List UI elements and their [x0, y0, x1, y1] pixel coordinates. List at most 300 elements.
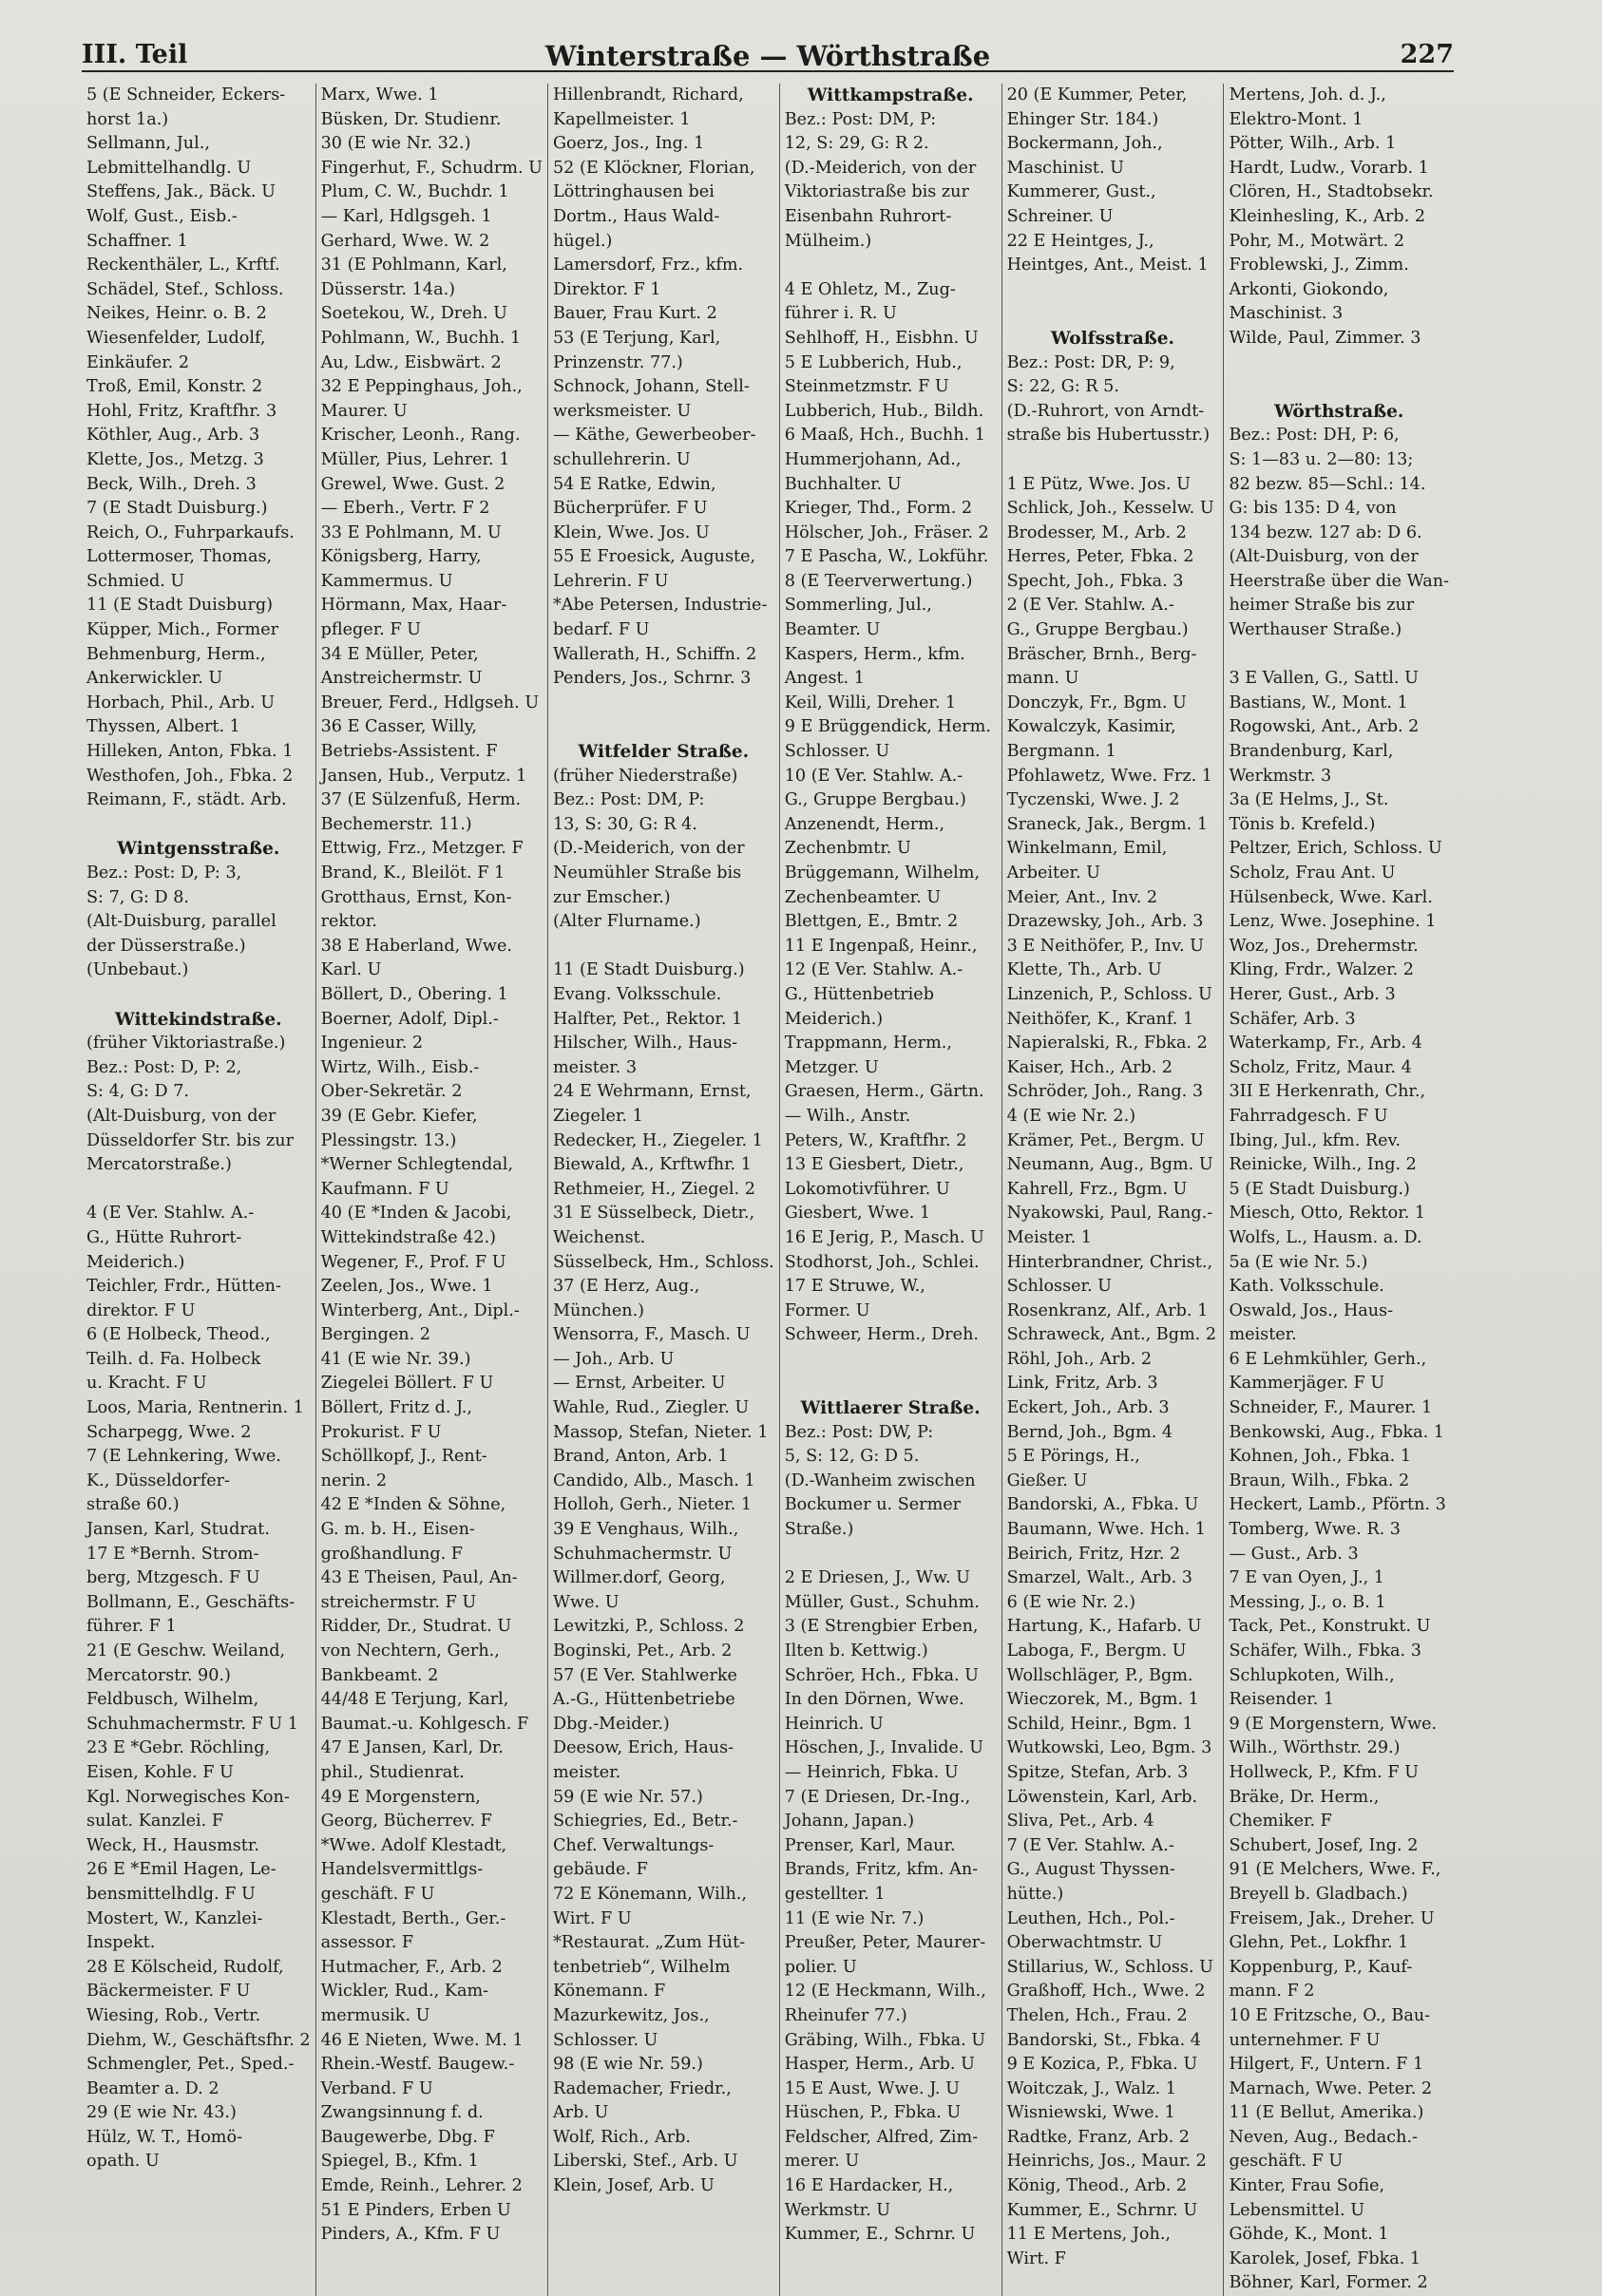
directory-line: Sommerling, Jul., [784, 596, 932, 616]
directory-line: (früher Niederstraße) [552, 766, 738, 786]
directory-line: Breuer, Ferd., Hdlgseh. U [320, 693, 540, 712]
directory-line: Einkäufer. 2 [86, 352, 190, 372]
directory-line: G., August Thyssen- [1006, 1860, 1175, 1880]
directory-line: Brands, Fritz, kfm. An- [784, 1860, 979, 1880]
directory-line: hügel.) [552, 231, 613, 251]
directory-line: Bastians, W., Mont. 1 [1229, 693, 1408, 712]
directory-line: Hilgert, F., Untern. F 1 [1229, 2055, 1424, 2075]
directory-line: nerin. 2 [320, 1471, 388, 1490]
directory-line: Winkelmann, Emil, [1006, 839, 1168, 859]
directory-line: Direktor. F 1 [552, 279, 661, 299]
directory-line: Böllert, D., Obering. 1 [320, 984, 508, 1004]
directory-line: 9 (E Morgenstern, Wwe. [1229, 1714, 1438, 1734]
directory-line: Klein, Wwe. Jos. U [552, 522, 710, 542]
directory-line: 31 E Süsselbeck, Dietr., [552, 1204, 755, 1224]
spacer [86, 983, 311, 1008]
directory-line: Graesen, Herm., Gärtn. [784, 1082, 984, 1102]
directory-line: Freisem, Jak., Dreher. U [1229, 1908, 1435, 1928]
directory-line: Hollweck, P., Kfm. F U [1229, 1762, 1419, 1782]
directory-line: 20 (E Kummer, Peter, [1006, 85, 1188, 104]
directory-line: (Alter Flurname.) [552, 912, 701, 932]
directory-line: Ober-Sekretär. 2 [320, 1082, 463, 1102]
directory-line: 26 E *Emil Hagen, Le- [86, 1860, 277, 1880]
directory-line: 3 (E Strengbier Erben, [784, 1617, 979, 1637]
directory-line: Wollschläger, P., Bgm. [1006, 1665, 1193, 1685]
directory-line: Wolf, Rich., Arb. [552, 2127, 691, 2147]
directory-line: S: 1—83 u. 2—80: 13; [1229, 449, 1414, 469]
directory-line: Schneider, F., Maurer. 1 [1229, 1398, 1433, 1418]
directory-line: — Joh., Arb. U [552, 1349, 675, 1369]
directory-line: 98 (E wie Nr. 59.) [552, 2055, 703, 2075]
directory-line: — Gust., Arb. 3 [1229, 1544, 1359, 1564]
directory-line: Göhde, K., Mont. 1 [1229, 2225, 1389, 2245]
directory-line: Dortm., Haus Wald- [552, 206, 720, 226]
directory-line: 17 E Struwe, W., [784, 1277, 925, 1297]
directory-line: berg, Mtzgesch. F U [86, 1568, 260, 1588]
directory-line: — Eberh., Vertr. F 2 [320, 499, 490, 519]
directory-line: Bergingen. 2 [320, 1325, 430, 1345]
directory-line: geschäft. F U [1229, 2152, 1344, 2172]
directory-line: Werkmstr. 3 [1229, 766, 1332, 786]
directory-line: Bräke, Dr. Herm., [1229, 1787, 1380, 1807]
directory-line: Schuhmachermstr. U [552, 1544, 733, 1564]
directory-line: 11 (E wie Nr. 7.) [784, 1908, 925, 1928]
directory-line: Lamersdorf, Frz., kfm. [552, 256, 744, 275]
directory-line: Donczyk, Fr., Bgm. U [1006, 693, 1187, 712]
directory-line: 9 E Kozica, P., Fbka. U [1006, 2055, 1198, 2075]
directory-line: Schubert, Josef, Ing. 2 [1229, 1835, 1419, 1855]
directory-line: Schraweck, Ant., Bgm. 2 [1006, 1325, 1217, 1345]
directory-line: Röhl, Joh., Arb. 2 [1006, 1349, 1153, 1369]
directory-line: Pohlmann, W., Buchh. 1 [320, 328, 522, 348]
directory-line: Woz, Jos., Drehermstr. [1229, 936, 1419, 956]
directory-line: Kummerer, Gust., [1006, 182, 1156, 202]
directory-line: Wiesing, Rob., Vertr. [86, 2005, 261, 2025]
directory-line: 43 E Theisen, Paul, An- [320, 1568, 518, 1588]
directory-line: — Käthe, Gewerbeober- [552, 426, 756, 446]
directory-line: *Restaurat. „Zum Hüt- [552, 1933, 746, 1953]
directory-line: Kaufmann. F U [320, 1179, 449, 1199]
directory-line: 7 (E Driesen, Dr.-Ing., [784, 1787, 971, 1807]
directory-line: Bräscher, Brnh., Berg- [1006, 644, 1197, 664]
directory-line: Küpper, Mich., Former [86, 620, 279, 640]
directory-line: Benkowski, Aug., Fbka. 1 [1229, 1422, 1444, 1442]
directory-line: Bez.: Post: D, P: 2, [86, 1057, 242, 1077]
directory-line: Maurer. U [320, 401, 408, 421]
directory-line: Fahrradgesch. F U [1229, 1106, 1388, 1126]
directory-line: Scholz, Fritz, Maur. 4 [1229, 1057, 1412, 1077]
directory-line: S: 4, G: D 7. [86, 1082, 190, 1102]
street-heading: Witfelder Straße. [578, 742, 750, 763]
directory-line: Klestadt, Berth., Ger.- [320, 1908, 506, 1928]
directory-line: Wieczorek, M., Bgm. 1 [1006, 1690, 1199, 1710]
directory-line: Stillarius, W., Schloss. U [1006, 1957, 1213, 1977]
directory-line: 10 (E Ver. Stahlw. A.- [784, 766, 963, 786]
directory-line: Jansen, Hub., Verputz. 1 [320, 766, 527, 786]
directory-line: Meiderich.) [784, 1009, 884, 1029]
directory-line: (Alt-Duisburg, von der [1229, 547, 1419, 567]
directory-line: Wirt. F [1006, 2249, 1066, 2268]
directory-line: Anstreichermstr. U [320, 669, 483, 689]
directory-line: schullehrerin. U [552, 449, 691, 469]
directory-line: Schiegries, Ed., Betr.- [552, 1812, 738, 1831]
directory-line: 44/48 E Terjung, Karl, [320, 1690, 509, 1710]
directory-line: Kowalczyk, Kasimir, [1006, 717, 1176, 737]
directory-line: Scholz, Frau Ant. U [1229, 863, 1396, 882]
directory-line: Ziegelei Böllert. F U [320, 1374, 494, 1394]
directory-line: 51 E Pinders, Erben U [320, 2200, 511, 2220]
directory-line: Oberwachtmstr. U [1006, 1933, 1163, 1953]
directory-line: G: bis 135: D 4, von [1229, 499, 1397, 519]
directory-line: Deesow, Erich, Haus- [552, 1738, 734, 1758]
directory-line: Spiegel, B., Kfm. 1 [320, 2152, 479, 2172]
directory-line: Sraneck, Jak., Bergm. 1 [1006, 814, 1209, 834]
directory-line: 2 E Driesen, J., Ww. U [784, 1568, 970, 1588]
directory-line: Krämer, Pet., Bergm. U [1006, 1130, 1205, 1150]
directory-line: Westhofen, Joh., Fbka. 2 [86, 766, 294, 786]
directory-line: Bez.: Post: DM, P: [552, 790, 705, 810]
directory-line: Penders, Jos., Schrnr. 3 [552, 669, 752, 689]
directory-line: 24 E Wehrmann, Ernst, [552, 1082, 752, 1102]
directory-line: Kummer, E., Schrnr. U [1006, 2200, 1198, 2220]
directory-line: Emde, Reinh., Lehrer. 2 [320, 2176, 523, 2196]
directory-line: Klette, Th., Arb. U [1006, 960, 1162, 980]
directory-line: Bernd, Joh., Bgm. 4 [1006, 1422, 1173, 1442]
directory-line: Eckert, Joh., Arb. 3 [1006, 1398, 1170, 1418]
directory-line: 17 E *Bernh. Strom- [86, 1544, 259, 1564]
directory-line: 39 (E Gebr. Kiefer, [320, 1106, 478, 1126]
directory-line: Maschinist. U [1006, 158, 1124, 178]
directory-line: 1 E Pütz, Wwe. Jos. U [1006, 474, 1191, 494]
directory-line: 28 E Kölscheid, Rudolf, [86, 1957, 284, 1977]
directory-line: mermusik. U [320, 2005, 430, 2025]
street-heading: Wolfsstraße. [1051, 328, 1174, 349]
directory-line: G. m. b. H., Eisen- [320, 1520, 475, 1540]
directory-line: Leuthen, Hch., Pol.- [1006, 1908, 1175, 1928]
spacer [553, 935, 774, 959]
directory-line: Bollmann, E., Geschäfts- [86, 1592, 296, 1612]
directory-line: Beamter. U [784, 620, 881, 640]
directory-line: Wolf, Gust., Eisb.- [86, 206, 238, 226]
directory-line: Ankerwickler. U [86, 669, 223, 689]
directory-line: Ettwig, Frz., Metzger. F [320, 839, 524, 859]
directory-line: 36 E Casser, Willy, [320, 717, 477, 737]
directory-line: Mercatorstr. 90.) [86, 1665, 231, 1685]
directory-line: *Werner Schlegtendal, [320, 1155, 513, 1175]
directory-line: Braun, Wilh., Fbka. 2 [1229, 1471, 1410, 1490]
directory-line: Bandorski, St., Fbka. 4 [1006, 2030, 1201, 2050]
directory-line: Kling, Frdr., Walzer. 2 [1229, 960, 1414, 980]
directory-line: 13 E Giesbert, Dietr., [784, 1155, 964, 1175]
running-head: Winterstraße — Wörthstraße [544, 40, 991, 72]
directory-line: Baumat.-u. Kohlgesch. F [320, 1714, 529, 1734]
directory-line: phil., Studienrat. [320, 1762, 465, 1782]
directory-line: Heintges, Ant., Meist. 1 [1006, 256, 1209, 275]
directory-line: Hülz, W. T., Homö- [86, 2127, 243, 2147]
directory-line: Clören, H., Stadtobsekr. [1229, 182, 1434, 202]
directory-line: 12 (E Heckmann, Wilh., [784, 1982, 986, 2002]
directory-line: Neumann, Aug., Bgm. U [1006, 1155, 1213, 1175]
directory-line: G., Hütte Ruhrort- [86, 1227, 242, 1247]
directory-line: Lokomotivführer. U [784, 1179, 950, 1199]
directory-line: Metzger. U [784, 1057, 879, 1077]
directory-line: Brandenburg, Karl, [1229, 742, 1394, 762]
directory-line: Waterkamp, Fr., Arb. 4 [1229, 1034, 1422, 1053]
directory-line: Klette, Jos., Metzg. 3 [86, 449, 264, 469]
directory-line: 91 (E Melchers, Wwe. F., [1229, 1860, 1441, 1880]
directory-line: 5 E Lubberich, Hub., [784, 352, 963, 372]
directory-line: Heinrich. U [784, 1714, 884, 1734]
directory-line: Hardt, Ludw., Vorarb. 1 [1229, 158, 1429, 178]
directory-line: 8 (E Teerverwertung.) [784, 571, 973, 591]
directory-line: München.) [552, 1300, 645, 1320]
directory-line: Wirtz, Wilh., Eisb.- [320, 1057, 480, 1077]
directory-line: Zechenbmtr. U [784, 839, 911, 859]
directory-line: 7 (E Lehnkering, Wwe. [86, 1447, 281, 1467]
directory-line: Breyell b. Gladbach.) [1229, 1884, 1408, 1904]
directory-line: Ibing, Jul., kfm. Rev. [1229, 1130, 1401, 1150]
directory-line: Reisender. 1 [1229, 1690, 1335, 1710]
directory-line: Wilh., Wörthstr. 29.) [1229, 1738, 1401, 1758]
directory-line: Halfter, Pet., Rektor. 1 [552, 1009, 743, 1029]
directory-line: Hüschen, P., Fbka. U [784, 2103, 962, 2123]
directory-line: Mostert, W., Kanzlei- [86, 1908, 263, 1928]
directory-line: Mertens, Joh. d. J., [1229, 85, 1386, 104]
directory-line: Könemann. F [552, 1982, 666, 2002]
directory-line: führer i. R. U [784, 304, 897, 324]
directory-line: Tack, Pet., Konstrukt. U [1229, 1617, 1431, 1637]
directory-line: Hinterbrandner, Christ., [1006, 1252, 1213, 1272]
directory-line: 39 E Venghaus, Wilh., [552, 1520, 739, 1540]
directory-line: heimer Straße bis zur [1229, 596, 1415, 616]
directory-line: Horbach, Phil., Arb. U [86, 693, 276, 712]
directory-line: Grewel, Wwe. Gust. 2 [320, 474, 505, 494]
directory-line: Tyczenski, Wwe. J. 2 [1006, 790, 1180, 810]
directory-line: Reimann, F., städt. Arb. [86, 790, 287, 810]
directory-line: 7 (E Stadt Duisburg.) [86, 499, 268, 519]
directory-line: 34 E Müller, Peter, [320, 644, 479, 664]
directory-line: (D.-Wanheim zwischen [784, 1471, 976, 1490]
directory-line: Neikes, Heinr. o. B. 2 [86, 304, 267, 324]
directory-line: Brand, Anton, Arb. 1 [552, 1447, 729, 1467]
directory-line: S: 7, G: D 8. [86, 887, 190, 907]
directory-line: 10 E Fritzsche, O., Bau- [1229, 2005, 1431, 2025]
directory-line: Thyssen, Albert. 1 [86, 717, 240, 737]
directory-line: Neumühler Straße bis [552, 863, 742, 882]
directory-line: 11 (E Bellut, Amerika.) [1229, 2103, 1424, 2123]
directory-line: 37 (E Herz, Aug., [552, 1277, 700, 1297]
directory-line: Pfohlawetz, Wwe. Frz. 1 [1006, 766, 1212, 786]
directory-line: Kgl. Norwegisches Kon- [86, 1787, 290, 1807]
directory-line: Steffens, Jak., Bäck. U [86, 182, 276, 202]
directory-line: Süsselbeck, Hm., Schloss. [552, 1252, 774, 1272]
directory-line: Lebmittelhandlg. U [86, 158, 252, 178]
directory-line: Koppenburg, P., Kauf- [1229, 1957, 1413, 1977]
directory-line: Werthauser Straße.) [1229, 620, 1402, 640]
directory-line: Gerhard, Wwe. W. 2 [320, 231, 490, 251]
directory-line: Biewald, A., Krftwfhr. 1 [552, 1155, 752, 1175]
directory-line: Pinders, A., Kfm. F U [320, 2225, 501, 2245]
directory-line: 22 E Heintges, J., [1006, 231, 1154, 251]
directory-line: (Alt-Duisburg, parallel [86, 912, 277, 932]
directory-line: Werkmstr. U [784, 2200, 891, 2220]
directory-line: 82 bezw. 85—Schl.: 14. [1229, 474, 1426, 494]
directory-line: Ridder, Dr., Studrat. U [320, 1617, 512, 1637]
directory-line: Laboga, F., Bergm. U [1006, 1641, 1187, 1660]
directory-line: Beirich, Fritz, Hzr. 2 [1006, 1544, 1181, 1564]
directory-line: Löwenstein, Karl, Arb. [1006, 1787, 1198, 1807]
directory-line: Ehinger Str. 184.) [1006, 109, 1159, 129]
directory-line: Lehrerin. F U [552, 571, 669, 591]
directory-line: Wallerath, H., Schiffn. 2 [552, 644, 757, 664]
directory-line: 42 E *Inden & Söhne, [320, 1495, 506, 1515]
directory-line: Loos, Maria, Rentnerin. 1 [86, 1398, 304, 1418]
directory-line: Goerz, Jos., Ing. 1 [552, 134, 705, 154]
directory-line: Gießer. U [1006, 1471, 1088, 1490]
directory-line: Bez.: Post: DR, P: 9, [1006, 352, 1175, 372]
directory-line: Köthler, Aug., Arb. 3 [86, 426, 260, 446]
directory-line: Prenser, Karl, Maur. [784, 1835, 956, 1855]
directory-line: 31 (E Pohlmann, Karl, [320, 256, 507, 275]
directory-line: Meiderich.) [86, 1252, 185, 1272]
directory-line: Boginski, Pet., Arb. 2 [552, 1641, 733, 1660]
directory-line: Schweer, Herm., Dreh. [784, 1325, 979, 1345]
directory-line: Stodhorst, Joh., Schlei. [784, 1252, 980, 1272]
directory-line: Brodesser, M., Arb. 2 [1006, 522, 1187, 542]
directory-line: Prokurist. F U [320, 1422, 442, 1442]
directory-line: straße bis Hubertusstr.) [1006, 426, 1211, 446]
directory-line: Jansen, Karl, Studrat. [86, 1520, 270, 1540]
directory-line: Mazurkewitz, Jos., [552, 2005, 710, 2025]
directory-line: Müller, Gust., Schuhm. [784, 1592, 980, 1612]
directory-line: Bandorski, A., Fbka. U [1006, 1495, 1199, 1515]
directory-line: Peltzer, Erich, Schloss. U [1229, 839, 1442, 859]
directory-line: Bockumer u. Sermer [784, 1495, 962, 1515]
directory-line: Willmer.dorf, Georg, [552, 1568, 726, 1588]
directory-line: Bücherprüfer. F U [552, 499, 708, 519]
directory-line: 5 (E Schneider, Eckers- [86, 85, 286, 104]
directory-line: Hohl, Fritz, Kraftfhr. 3 [86, 401, 277, 421]
directory-line: Schröer, Hch., Fbka. U [784, 1665, 979, 1685]
directory-line: 5a (E wie Nr. 5.) [1229, 1252, 1368, 1272]
directory-line: Johann, Japan.) [784, 1812, 915, 1831]
directory-line: Wirt. F U [552, 1908, 632, 1928]
directory-line: 3 E Neithöfer, P., Inv. U [1006, 936, 1205, 956]
spacer [785, 1543, 997, 1567]
directory-line: Arkonti, Giokondo, [1229, 279, 1389, 299]
directory-line: (Unbebaut.) [86, 960, 189, 980]
directory-line: streichermstr. F U [320, 1592, 477, 1612]
directory-line: Reich, O., Fuhrparkaufs. [86, 522, 295, 542]
directory-line: Schnock, Johann, Stell- [552, 377, 750, 397]
directory-line: Diehm, W., Geschäftsfhr. 2 [86, 2030, 311, 2050]
directory-line: Höschen, J., Invalide. U [784, 1738, 983, 1758]
directory-line: Teilh. d. Fa. Holbeck [86, 1349, 261, 1369]
directory-line: Drazewsky, Joh., Arb. 3 [1006, 912, 1204, 932]
directory-line: G., Gruppe Bergbau.) [784, 790, 966, 810]
directory-line: Sellmann, Jul., [86, 134, 210, 154]
directory-line: Link, Fritz, Arb. 3 [1006, 1374, 1158, 1394]
street-heading: Wintgensstraße. [117, 839, 280, 860]
directory-line: Bauer, Frau Kurt. 2 [552, 304, 717, 324]
directory-line: In den Dörnen, Wwe. [784, 1690, 964, 1710]
directory-line: Feldbusch, Wilhelm, [86, 1690, 259, 1710]
directory-line: 5 (E Stadt Duisburg.) [1229, 1179, 1410, 1199]
directory-line: Zeelen, Jos., Wwe. 1 [320, 1277, 493, 1297]
column-5 [1002, 84, 1225, 2296]
directory-line: Tönis b. Krefeld.) [1229, 814, 1376, 834]
directory-line: Rosenkranz, Alf., Arb. 1 [1006, 1300, 1209, 1320]
directory-line: Troß, Emil, Konstr. 2 [86, 377, 263, 397]
directory-line: Wilde, Paul, Zimmer. 3 [1229, 328, 1421, 348]
directory-line: Evang. Volksschule. [552, 984, 722, 1004]
directory-line: Oswald, Jos., Haus- [1229, 1300, 1394, 1320]
directory-line: Hummerjohann, Ad., [784, 449, 962, 469]
directory-line: Hutmacher, F., Arb. 2 [320, 1957, 503, 1977]
directory-line: Blettgen, E., Bmtr. 2 [784, 912, 959, 932]
directory-line: Beck, Wilh., Dreh. 3 [86, 474, 257, 494]
directory-line: Glehn, Pet., Lokfhr. 1 [1229, 1933, 1409, 1953]
street-heading: Wittlaerer Straße. [800, 1398, 981, 1419]
directory-line: Schäfer, Arb. 3 [1229, 1009, 1356, 1029]
directory-line: Meister. 1 [1006, 1227, 1092, 1247]
directory-line: Bockermann, Joh., [1006, 134, 1163, 154]
directory-line: Angest. 1 [784, 669, 865, 689]
directory-line: Bez.: Post: D, P: 3, [86, 863, 242, 882]
spacer [785, 1348, 997, 1373]
directory-line: bensmittelhdlg. F U [86, 1884, 256, 1904]
directory-line: Kleinhesling, K., Arb. 2 [1229, 206, 1426, 226]
directory-line: Kapellmeister. 1 [552, 109, 691, 129]
directory-line: geschäft. F U [320, 1884, 435, 1904]
directory-line: Bez.: Post: DM, P: [784, 109, 937, 129]
directory-line: 7 E van Oyen, J., 1 [1229, 1568, 1384, 1588]
directory-line: Bankbeamt. 2 [320, 1665, 439, 1685]
directory-line: 11 (E Stadt Duisburg) [86, 596, 274, 616]
directory-line: Rogowski, Ant., Arb. 2 [1229, 717, 1420, 737]
directory-line: meister. 3 [552, 1057, 638, 1077]
directory-line: Au, Ldw., Eisbwärt. 2 [320, 352, 502, 372]
directory-line: Chemiker. F [1229, 1812, 1332, 1831]
directory-line: Schröder, Joh., Rang. 3 [1006, 1082, 1204, 1102]
directory-line: G., Hüttenbetrieb [784, 984, 934, 1004]
directory-line: 12, S: 29, G: R 2. [784, 134, 929, 154]
directory-line: S: 22, G: R 5. [1006, 377, 1119, 397]
directory-line: Lubberich, Hub., Bildh. [784, 401, 984, 421]
directory-line: Schlosser. U [1006, 1277, 1112, 1297]
directory-line: Hartung, K., Hafarb. U [1006, 1617, 1202, 1637]
directory-line: 4 (E wie Nr. 2.) [1006, 1106, 1136, 1126]
spacer [553, 715, 774, 740]
directory-line: Herres, Peter, Fbka. 2 [1006, 547, 1194, 567]
directory-line: Viktoriastraße bis zur [784, 182, 969, 202]
directory-line: Schmied. U [86, 571, 185, 591]
directory-line: (Alt-Duisburg, von der [86, 1106, 277, 1126]
directory-line: Kummer, E., Schrnr. U [784, 2225, 976, 2245]
directory-line: Pötter, Wilh., Arb. 1 [1229, 134, 1397, 154]
directory-line: Bez.: Post: DH, P: 6, [1229, 426, 1400, 446]
directory-line: Königsberg, Harry, [320, 547, 482, 567]
directory-line: Fingerhut, F., Schudrm. U [320, 158, 543, 178]
directory-line: 38 E Haberland, Wwe. [320, 936, 512, 956]
directory-line: 40 (E *Inden & Jacobi, [320, 1204, 512, 1224]
directory-line: 6 Maaß, Hch., Buchh. 1 [784, 426, 985, 446]
directory-line: Krischer, Leonh., Rang. [320, 426, 521, 446]
directory-line: Meier, Ant., Inv. 2 [1006, 887, 1158, 907]
directory-line: — Karl, Hdlgsgeh. 1 [320, 206, 492, 226]
directory-line: Düsseldorfer Str. bis zur [86, 1130, 295, 1150]
directory-line: Herer, Gust., Arb. 3 [1229, 984, 1396, 1004]
